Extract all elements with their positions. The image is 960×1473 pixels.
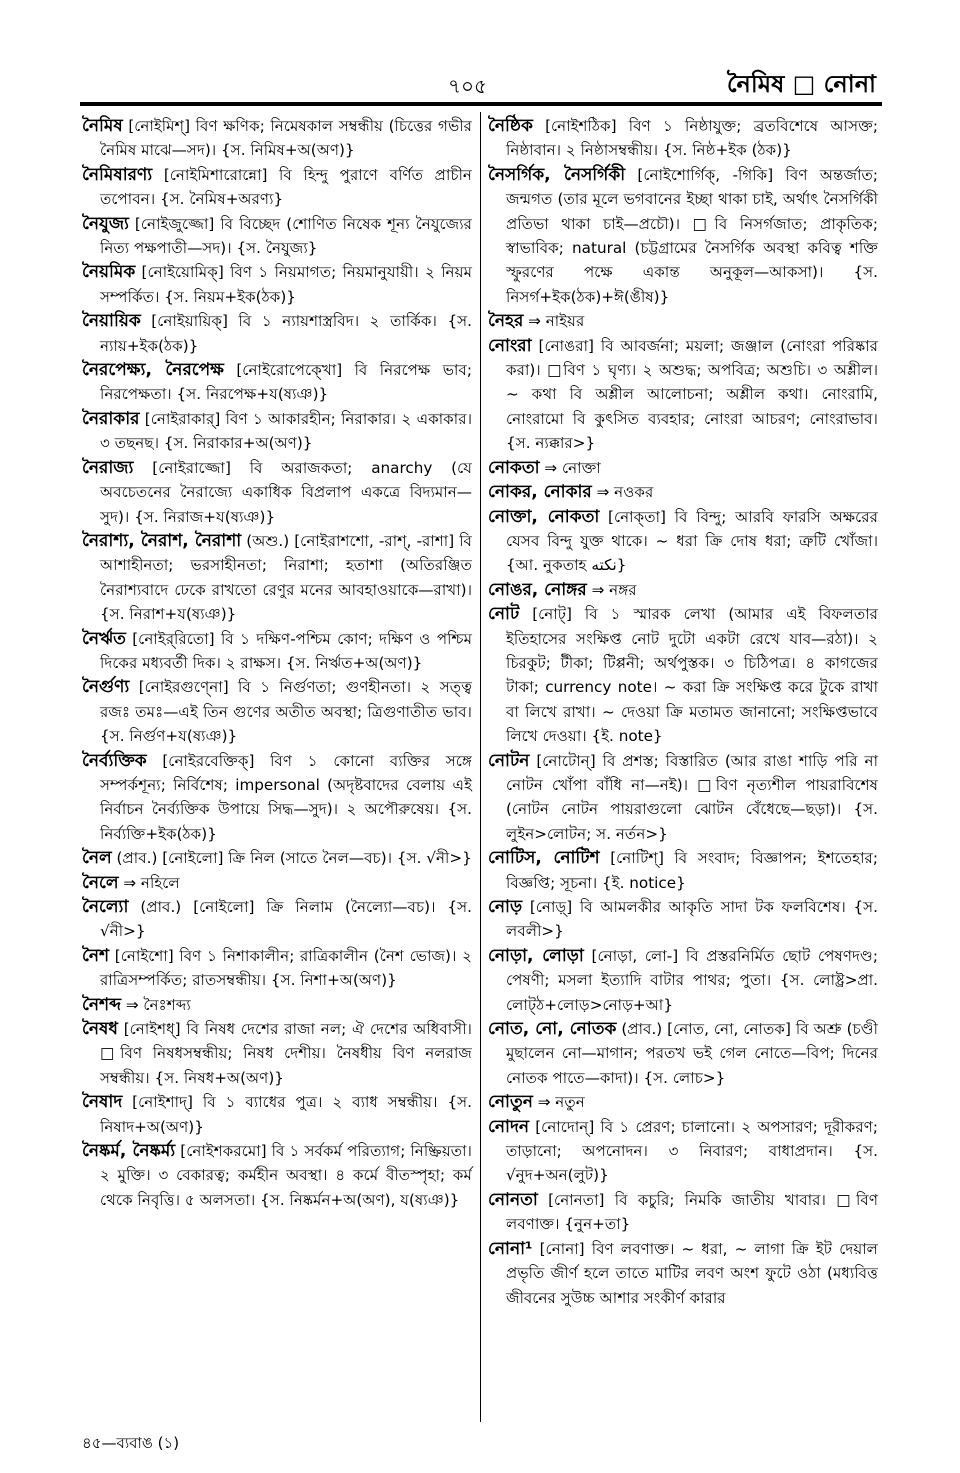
dictionary-entry	[82, 260, 472, 309]
dictionary-entry	[82, 358, 472, 407]
entry-headword: নৈয়ায়িক	[82, 311, 141, 332]
entry-definition: [নোইমিশারোন্নো] বি হিন্দু পুরাণে বর্ণিত প্রাচীন তপোবন। {স. নৈমিষ+অরণ্য}	[100, 165, 472, 209]
entry-headword: নোট	[488, 604, 520, 625]
dictionary-entry	[82, 309, 472, 358]
dictionary-entry	[488, 578, 878, 602]
entry-definition: [নোইশধ্] বি নিষধ দেশের রাজা নল; ঐ দেশের অধিবাসী। □বিণ নিষধসম্বন্ধীয়; নিষধ দেশীয়। নৈষধীয় বিণ নলরাজ সম্বন্ধীয়। {স. নিষধ+অ(অণ)}	[100, 1020, 472, 1087]
entry-definition: [নোদোন্] বি ১ প্রেরণ; চালানো। ২ অপসারণ; দূরীকরণ; তাড়ানো; অপনোদন। ৩ নিবারণ; বাধাপ্রদান। {স. √নুদ+অন(লুট)}	[506, 1117, 878, 1185]
entry-headword: নৈর্ব্যক্তিক	[82, 750, 147, 771]
entry-definition: [নোইজুজ্জো] বি বিচ্ছেদ (শোণিত নিষেক শূন্য নৈযুজ্যের নিত্য পক্ষপাতী—সদ)। {স. নৈযুজ্য}	[100, 214, 472, 258]
dictionary-entry	[82, 456, 472, 529]
entry-headword: নৈর্ঋত	[82, 628, 126, 649]
dictionary-entry	[488, 163, 878, 309]
dictionary-entry	[82, 675, 472, 748]
entry-definition: [নোইমিশ্] বিণ ক্ষণিক; নিমেষকাল সম্বন্ধীয় (চিত্তের গভীর নৈমিষ মাঝে—সদ)। {স. নিমিষ+অ(অণ)}	[100, 117, 472, 160]
dictionary-entry	[488, 944, 878, 1017]
dictionary-entry	[82, 993, 472, 1017]
entry-headword: নোক্তা, নোকতা	[488, 506, 600, 527]
column-divider	[480, 112, 481, 1422]
entry-definition: (প্রাব.) [নোইলো] ক্রি নিল (সাতে নৈল—বচ)। {স. √নী>}	[111, 849, 472, 868]
entry-headword: নৈমিষ	[82, 116, 123, 136]
entry-headword: নৈরপেক্ষ্য, নৈরপেক্ষ	[82, 360, 224, 381]
right-column	[488, 114, 878, 1310]
entry-headword: নৈযুজ্য	[82, 213, 129, 234]
entry-definition: [নোক্‌তা] বি বিন্দু; আরবি ফারসি অক্ষরের যেসব বিন্দু যুক্ত থাকে। ~ ধরা ক্রি দোষ ধরা; ত্রুটি খোঁজা। {আ. নুকতাহ نكته}	[506, 507, 878, 575]
entry-headword: নোনা¹	[488, 1238, 533, 1259]
entry-definition: [নোইর্‌রিতো] বি ১ দক্ষিণ-পশ্চিম কোণ; দক্ষিণ ও পশ্চিম দিকের মধ্যবর্তী দিক। ২ রাক্ষস। {স. নির্ঋত+অ(অণ)}	[100, 629, 472, 672]
dictionary-entry	[82, 163, 472, 212]
entry-definition: ⇒ নাইয়র	[523, 312, 585, 331]
left-column	[82, 114, 472, 1212]
entry-headword: নোনতা	[488, 1189, 538, 1210]
entry-definition: ⇒ নওকর	[591, 483, 654, 502]
entry-definition: ⇒ নঙ্গর	[586, 580, 637, 599]
dictionary-entry	[82, 529, 472, 627]
entry-definition: [নোড়া, লো-] বি প্রস্তরনির্মিত ছোট পেষণদণ্ড; পেষণী; মসলা ইত্যাদি বাটার পাথর; পুতা। {স. লোষ্ট্র>প্রা. লোট্‌ঠ+লোড়>নোড়+আ}	[506, 946, 878, 1014]
dictionary-entry	[488, 309, 878, 333]
entry-headword: নৈষ্ঠিক	[488, 116, 533, 136]
entry-definition: [নোড়্] বি আমলকীর আকৃতি সাদা টক ফলবিশেষ। {স. লবলী>}	[506, 898, 878, 941]
dictionary-entry	[82, 749, 472, 847]
entry-definition: [নোটিশ্] বি সংবাদ; বিজ্ঞাপন; ইশতেহার; বিজ্ঞপ্তি; সূচনা। {ই. notice}	[506, 849, 878, 892]
header-rule	[80, 102, 882, 106]
entry-headword: নোতুন	[488, 1092, 533, 1113]
dictionary-entry	[488, 602, 878, 748]
entry-headword: নোটিস, নোটিশ	[488, 848, 600, 869]
footer-signature: ৪৫—ব্যবাঙ (১)	[82, 1434, 180, 1452]
page-number: ৭০৫	[448, 74, 487, 98]
dictionary-entry	[488, 1115, 878, 1188]
entry-definition: [নোটোন্] বি প্রশস্ত; বিস্তারিত (আর রাঙা শাড়ি পরি না নোটন খোঁপা বাঁধি না—নই)। □বিণ নৃত্যশীল পায়রাবিশেষ (নোটন নোটন পায়রাগুলো ঝোটন বেঁধেছে—ছড়া)। {স. লুইন>লোটন; স. নর্তন>}	[506, 751, 878, 843]
entry-definition: [নোট্] বি ১ স্মারক লেখা (আমার এই বিফলতার ইতিহাসের সংক্ষিপ্ত নোট দুটো একটা রেখে যাব—রঠা)। ২ চিরকুট; টীকা; টিপ্পনী; অর্থপুস্তক। ৩ চিঠিপত্র। ৪ কাগজের টাকা; currency note। ~ করা ক্রি সংক্ষিপ্ত করে টুকে রাখা বা লিখে রাখা। ~ দেওয়া ক্রি মতামত জানানো; সংক্ষিপ্তভাবে লিখে দেওয়া। {ই. note}	[506, 605, 878, 746]
entry-definition: [নোঙরা] বি আবর্জনা; ময়লা; জঞ্জাল (নোংরা পরিষ্কার করা)। □বিণ ১ ঘৃণ্য। ২ অশুদ্ধ; অপবিত্র; অশুচি। ৩ অশ্লীল। ~ কথা বি অশ্লীল আলোচনা; অশ্লীল কথা। নোংরামি, নোংরামো বি কুৎসিত ব্যবহার; নোংরা আচরণ; নোংরাভাব। {স. ন্যক্কার>}	[506, 336, 878, 453]
entry-definition: ⇒ নোক্তা	[539, 458, 601, 477]
dictionary-entry	[488, 456, 878, 480]
entry-definition: ⇒ নহিলে	[118, 873, 180, 892]
entry-headword: নোড়	[488, 897, 523, 917]
entry-headword: নৈমিষারণ্য	[82, 164, 153, 185]
entry-definition: [নোইরবেক্তিক্] বিণ ১ কোনো ব্যক্তির সঙ্গে সম্পর্কশূন্য; নির্বিশেষ; impersonal (অদৃষ্টবাদের বেলায় এই নির্বাচন নৈর্ব্যক্তিক উপায়ে সিদ্ধ—সুদ)। ২ অপৌরুষেয়। {স. নির্ব্যক্তি+ইক(ঠক)}	[100, 751, 472, 843]
entry-definition: [নোইরগুণ্নো] বি ১ নির্গুণতা; গুণহীনতা। ২ সত্ত্ব রজঃ তমঃ—এই তিন গুণের অতীত অবস্থা; ত্রিগুণাতীত ভাব। {স. নির্গুণ+য(ষ্যঞ)}	[100, 678, 472, 746]
entry-headword: নৈলে	[82, 872, 119, 893]
entry-definition: [নোইরাকার্] বিণ ১ আকারহীন; নিরাকার। ২ একাকার। ৩ তছনছ। {স. নিরাকার+অ(অণ)}	[100, 409, 472, 453]
entry-definition: [নোইশো] বিণ ১ নিশাকালীন; রাত্রিকালীন (নৈশ ভোজ)। ২ রাত্রিসম্পর্কিত; রাতসম্বন্ধীয়। {স. নিশা+অ(অণ)}	[100, 946, 472, 990]
dictionary-entry	[488, 505, 878, 578]
entry-definition: [নোইশকরমো] বি ১ সর্বকর্ম পরিত্যাগ; নিষ্ক্রিয়তা। ২ মুক্তি। ৩ বেকারত্ব; কর্মহীন অবস্থা। ৪ কর্মে বীতস্পৃহা; কর্ম থেকে নিবৃত্তি। ৫ অলসতা। {স. নিষ্কর্মন+অ(অণ), য(ষ্যঞ)}	[100, 1142, 472, 1209]
dictionary-entry	[82, 871, 472, 895]
entry-headword: নৈরাকার	[82, 408, 140, 429]
dictionary-entry	[82, 846, 472, 870]
entry-definition: (প্রাব.) [নোত, নো, নোতক] বি অশ্রু (চণ্ডী মুছালেন নো—মাগান; পরতখ ভই গেল নোতে—বিপ; দিনের নোতক পাতে—কাদা)। {স. লোচ>}	[506, 1020, 878, 1087]
dictionary-entry	[82, 1139, 472, 1212]
dictionary-entry	[82, 1090, 472, 1139]
entry-headword: নৈরাশ্য, নৈরাশ, নৈরাশা	[82, 530, 242, 551]
entry-headword: নৈরাজ্য	[82, 457, 134, 478]
entry-headword: নৈহর	[488, 311, 524, 332]
entry-definition: [নোনতা] বি কচুরি; নিমকি জাতীয় খাবার। □বিণ লবণাক্ত। {নুন+তা}	[506, 1190, 878, 1234]
entry-definition: ⇒ নতুন	[532, 1093, 585, 1112]
entry-headword: নোকতা	[488, 457, 540, 478]
entry-definition: [নোইয়ায়িক্] বি ১ ন্যায়শাস্ত্রবিদ। ২ তার্কিক। {স. ন্যায়+ইক(ঠক)}	[100, 312, 472, 355]
dictionary-entry	[82, 407, 472, 456]
entry-headword: নৈল্যো	[82, 897, 129, 917]
dictionary-entry	[82, 114, 472, 163]
dictionary-entry	[82, 627, 472, 676]
entry-definition: (প্রাব.) [নোইলো] ক্রি নিলাম (নৈল্যো—বচ)। {স. √নী>}	[100, 898, 472, 941]
entry-definition: [নোইশাদ্] বি ১ ব্যাধের পুত্র। ২ ব্যাধ সম্বন্ধীয়। {স. নিষাদ+অ(অণ)}	[100, 1093, 472, 1136]
entry-headword: নোটন	[488, 750, 530, 771]
entry-definition: ⇒ নৈঃশব্দ্য	[121, 995, 191, 1014]
running-head: নৈমিষ □ নোনা	[726, 70, 876, 98]
entry-headword: নৈষধ	[82, 1019, 118, 1040]
entry-headword: নোত, নো, নোতক	[488, 1019, 617, 1040]
entry-headword: নোদন	[488, 1116, 530, 1137]
entry-headword: নৈষাদ	[82, 1092, 123, 1113]
dictionary-entry	[488, 480, 878, 504]
entry-headword: নৈষ্কর্ম, নৈষ্কর্ম্য	[82, 1141, 176, 1162]
entry-definition: [নোইয়োমিক্] বিণ ১ নিয়মাগত; নিয়মানুযায়ী। ২ নিয়ম সম্পর্কিত। {স. নিয়ম+ইক(ঠক)}	[100, 263, 472, 306]
entry-headword: নৈয়মিক	[82, 262, 136, 283]
dictionary-entry	[82, 1017, 472, 1090]
dictionary-entry	[488, 846, 878, 895]
entry-headword: নোংরা	[488, 335, 532, 356]
entry-headword: নৈসর্গিক, নৈসর্গিকী	[488, 164, 626, 185]
dictionary-entry	[488, 114, 878, 163]
dictionary-entry	[488, 895, 878, 944]
dictionary-entry	[488, 1237, 878, 1310]
entry-headword: নোকর, নোকার	[488, 482, 592, 503]
dictionary-entry	[488, 334, 878, 456]
dictionary-entry	[82, 895, 472, 944]
entry-definition: [নোইরাজ্জো] বি অরাজকতা; anarchy (যে অবচেতনের নৈরাজ্যে একাধিক বিপ্রলাপ একত্রে বিদ্যমান—সুদ)। {স. নিরাজ+য(ষ্যঞ)}	[100, 458, 472, 526]
dictionary-entry	[82, 944, 472, 993]
entry-definition: [নোইশোর্গিক্, -গিকি] বিণ অন্তর্জাত; জন্মগত (তার মূলে ভগবানের ইচ্ছা থাকা চাই, অর্থাৎ নৈসর্গিকী প্রতিভা থাকা চাই—প্রচৌ)। □বি নিসর্গজাত; প্রাকৃতিক; স্বাভাবিক; natural (চট্টগ্রামের নৈসর্গিক অবস্থা কবিত্ব শক্তি স্ফুরণের পক্ষে একান্ত অনুকূল—আকসা)। {স. নিসর্গ+ইক(ঠক)+ঈ(ঙীষ)}	[506, 165, 878, 306]
entry-headword: নৈর্গুণ্য	[82, 677, 130, 698]
entry-headword: নোঙর, নোঙ্গর	[488, 579, 587, 600]
entry-headword: নৈশ	[82, 945, 110, 966]
dictionary-entry	[488, 1017, 878, 1090]
entry-definition: [নোইরোপেক্খো] বি নিরপেক্ষ ভাব; নিরপেক্ষতা। {স. নিরপেক্ষ+য(ষ্যঞ)}	[100, 361, 473, 404]
entry-headword: নোড়া, লোড়া	[488, 945, 584, 966]
entry-headword: নৈল	[82, 848, 112, 869]
entry-definition: [নোইশঠিক] বিণ ১ নিষ্ঠাযুক্ত; ব্রতবিশেষে আসক্ত; নিষ্ঠাবান। ২ নিষ্ঠাসম্বন্ধীয়। {স. নিষ্ঠ+ইক (ঠক)}	[506, 117, 878, 160]
dictionary-entry	[82, 212, 472, 261]
entry-headword: নৈশব্দ	[82, 994, 122, 1015]
dictionary-entry	[488, 1188, 878, 1237]
dictionary-entry	[488, 749, 878, 847]
dictionary-entry	[488, 1090, 878, 1114]
entry-definition: (অশু.) [নোইরাশশো, -রাশ্, -রাশা] বি আশাহীনতা; ভরসাহীনতা; নিরাশা; হতাশা (অতিরঞ্জিত নৈরাশ্যবাদে ঢেকে রাখতো রেণুর মনের আবহাওয়াকে—রাখা)। {স. নিরাশ+য(ষ্যঞ)}	[100, 531, 473, 624]
entry-definition: [নোনা] বিণ লবণাক্ত। ~ ধরা, ~ লাগা ক্রি ইট দেয়াল প্রভৃতি জীর্ণ হলে তাতে মাটির লবণ অংশ ফুটে ওঠা (মধ্যবিত্ত জীবনের সুউচ্চ আশার সংকীর্ণ কারার	[506, 1239, 878, 1307]
